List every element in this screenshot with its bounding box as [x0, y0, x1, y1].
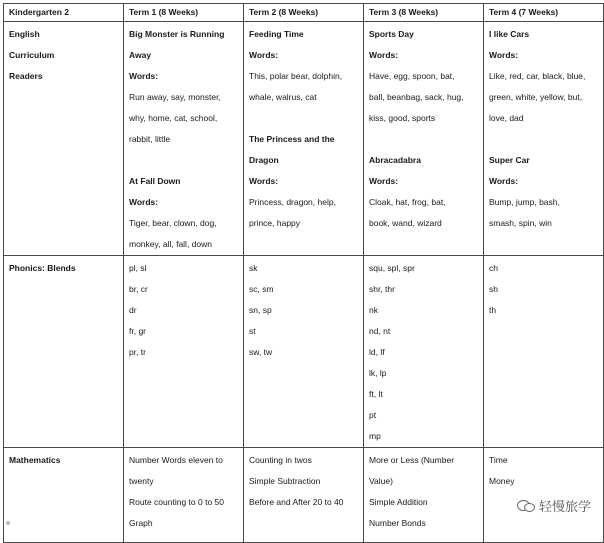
- words-line: rabbit, little: [129, 134, 171, 144]
- cell-phonics-term-3: [364, 256, 484, 448]
- math-topic: twenty: [129, 476, 154, 486]
- words-line: Cloak, hat, frog, bat,: [369, 197, 446, 207]
- blend-item: th: [489, 305, 497, 315]
- blend-item: sh: [489, 284, 498, 294]
- math-topic: More or Less (Number: [369, 455, 455, 465]
- words-label: Words:: [129, 71, 159, 81]
- blend-item: nk: [369, 305, 378, 315]
- blend-item: nd, nt: [369, 326, 391, 336]
- cell-math-term-3: [364, 448, 484, 543]
- reader-title: I like Cars: [489, 29, 530, 39]
- reader-title: Away: [129, 50, 152, 60]
- reader-title: Big Monster is Running: [129, 29, 225, 39]
- header-cell-grade: Kindergarten 2: [4, 4, 124, 22]
- blend-item: ch: [489, 263, 498, 273]
- words-line: This, polar bear, dolphin,: [249, 71, 343, 81]
- blend-item: dr: [129, 305, 137, 315]
- blend-item: sn, sp: [249, 305, 272, 315]
- words-label: Words:: [369, 50, 399, 60]
- header-cell-term-2: Term 2 (8 Weeks): [244, 4, 364, 22]
- math-topic: Value): [369, 476, 393, 486]
- blend-item: ld, lf: [369, 347, 385, 357]
- row-label-line: Curriculum: [9, 50, 55, 60]
- cell-english-term-1: [124, 22, 244, 256]
- scan-dot: [6, 521, 10, 525]
- blend-item: lk, lp: [369, 368, 387, 378]
- blend-item: squ, spl, spr: [369, 263, 415, 273]
- words-line: Tiger, bear, clown, dog,: [129, 218, 217, 228]
- header-cell-term-1: Term 1 (8 Weeks): [124, 4, 244, 22]
- table-row-english: [4, 22, 604, 256]
- reader-title: The Princess and the: [249, 134, 335, 144]
- reader-title: Dragon: [249, 155, 279, 165]
- curriculum-table: [3, 3, 604, 543]
- blend-item: pt: [369, 410, 377, 420]
- reader-title: At Fall Down: [129, 176, 181, 186]
- words-line: Like, red, car, black, blue,: [489, 71, 586, 81]
- math-topic: Number Words eleven to: [129, 455, 223, 465]
- math-topic: Time: [489, 455, 508, 465]
- words-line: prince, happy: [249, 218, 301, 228]
- blend-item: pl, sl: [129, 263, 147, 273]
- words-line: Have, egg, spoon, bat,: [369, 71, 455, 81]
- reader-title: Super Car: [489, 155, 530, 165]
- blend-item: mp: [369, 431, 381, 441]
- chat-bubbles-icon: [517, 498, 535, 512]
- words-label: Words:: [489, 50, 519, 60]
- blend-item: br, cr: [129, 284, 148, 294]
- row-label-english: [4, 22, 124, 256]
- blend-item: sc, sm: [249, 284, 274, 294]
- words-line: Bump, jump, bash,: [489, 197, 560, 207]
- words-line: ball, beanbag, sack, hug,: [369, 92, 464, 102]
- math-topic: Simple Subtraction: [249, 476, 321, 486]
- row-label-phonics: [4, 256, 124, 448]
- blend-item: pr, tr: [129, 347, 147, 357]
- reader-title: Abracadabra: [369, 155, 421, 165]
- words-line: kiss, good, sports: [369, 113, 436, 123]
- reader-title: Feeding Time: [249, 29, 304, 39]
- cell-phonics-term-4: [484, 256, 604, 448]
- math-topic: Simple Addition: [369, 497, 428, 507]
- words-line: love, dad: [489, 113, 524, 123]
- cell-math-term-1: [124, 448, 244, 543]
- words-line: Run away, say, monster,: [129, 92, 221, 102]
- words-line: book, wand, wizard: [369, 218, 442, 228]
- row-label-mathematics: [4, 448, 124, 543]
- blend-item: sk: [249, 263, 258, 273]
- row-label-line: Mathematics: [9, 455, 61, 465]
- cell-phonics-term-1: [124, 256, 244, 448]
- math-topic: Graph: [129, 518, 153, 528]
- cell-phonics-term-2: [244, 256, 364, 448]
- blend-item: shr, thr: [369, 284, 395, 294]
- table-header-row: [4, 4, 604, 22]
- words-line: Princess, dragon, help,: [249, 197, 336, 207]
- words-line: whale, walrus, cat: [249, 92, 317, 102]
- words-label: Words:: [129, 197, 159, 207]
- reader-title: Sports Day: [369, 29, 414, 39]
- cell-english-term-4: [484, 22, 604, 256]
- math-topic: Number Bonds: [369, 518, 426, 528]
- blend-item: fr, gr: [129, 326, 147, 336]
- header-cell-term-4: Term 4 (7 Weeks): [484, 4, 604, 22]
- blend-item: ft, lt: [369, 389, 383, 399]
- words-line: monkey, all, fall, down: [129, 239, 212, 249]
- cell-english-term-2: [244, 22, 364, 256]
- words-line: smash, spin, win: [489, 218, 552, 228]
- blend-item: sw, tw: [249, 347, 273, 357]
- cell-math-term-2: [244, 448, 364, 543]
- words-label: Words:: [489, 176, 519, 186]
- words-label: Words:: [369, 176, 399, 186]
- row-label-line: Phonics: Blends: [9, 263, 76, 273]
- row-label-line: English: [9, 29, 40, 39]
- table-row-phonics: [4, 256, 604, 448]
- words-line: green, white, yellow, but,: [489, 92, 583, 102]
- row-label-line: Readers: [9, 71, 43, 81]
- math-topic: Route counting to 0 to 50: [129, 497, 224, 507]
- words-label: Words:: [249, 50, 279, 60]
- math-topic: Counting in twos: [249, 455, 312, 465]
- words-label: Words:: [249, 176, 279, 186]
- header-cell-term-3: Term 3 (8 Weeks): [364, 4, 484, 22]
- watermark: [514, 494, 594, 516]
- words-line: why, home, cat, school,: [129, 113, 218, 123]
- cell-english-term-3: [364, 22, 484, 256]
- blend-item: st: [249, 326, 256, 336]
- watermark-text: 轻慢旅学: [538, 498, 591, 514]
- math-topic: Money: [489, 476, 515, 486]
- math-topic: Before and After 20 to 40: [249, 497, 344, 507]
